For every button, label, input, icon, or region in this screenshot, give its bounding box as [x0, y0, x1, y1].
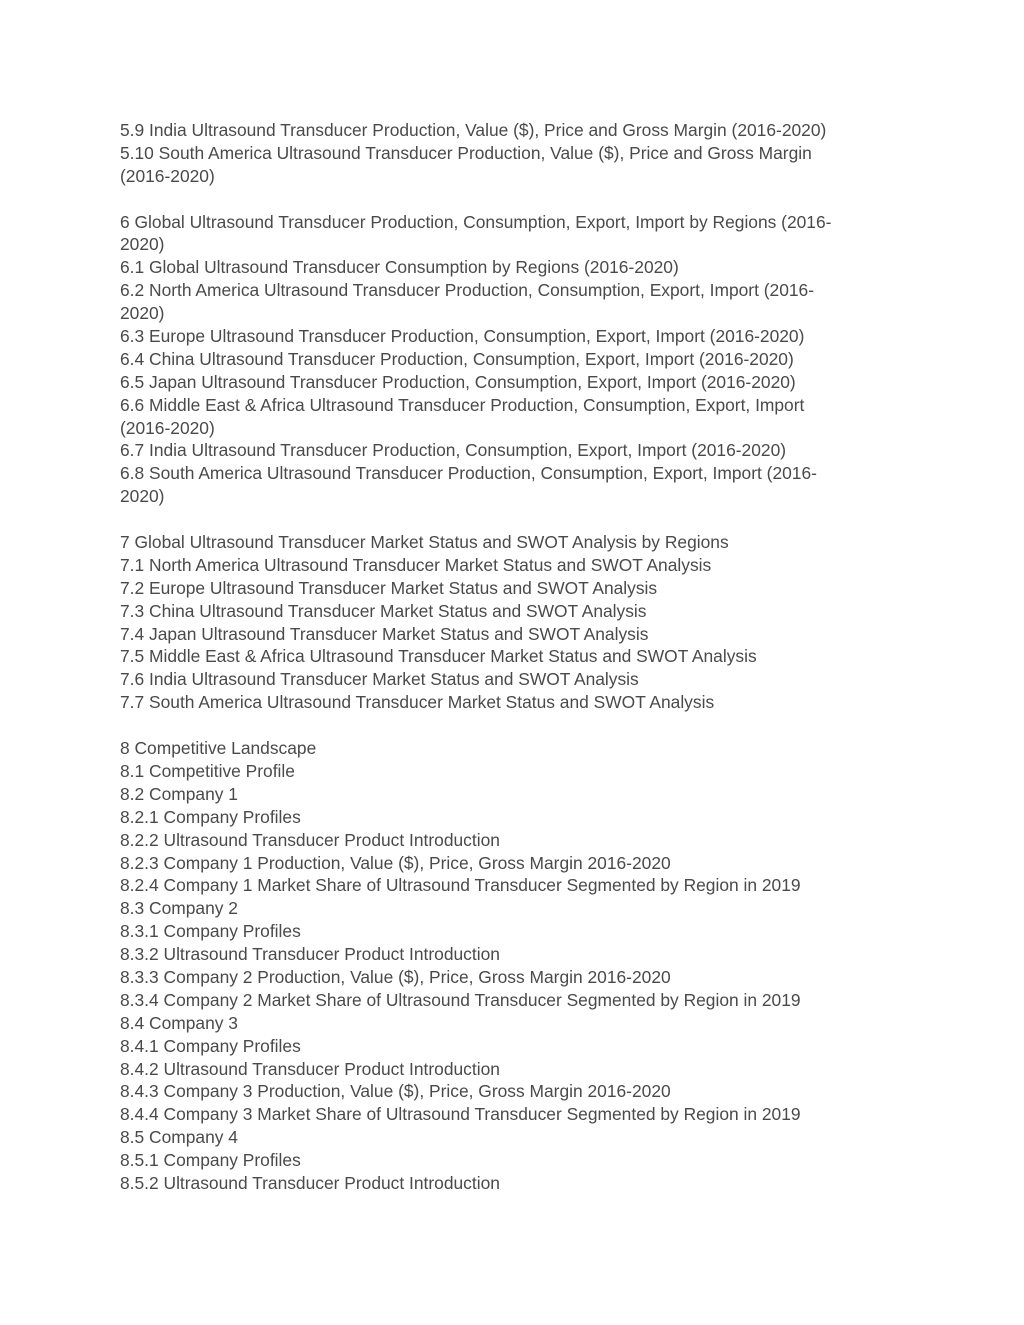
toc-line: 7.3 China Ultrasound Transducer Market Status and SWOT Analysis: [120, 600, 647, 621]
toc-line: 6 Global Ultrasound Transducer Production, Consumption, Export, Import by Regions (2016-: [120, 211, 832, 232]
toc-section-5-tail: [120, 119, 890, 188]
toc-line: 8.4.3 Company 3 Production, Value ($), Price, Gross Margin 2016-2020: [120, 1081, 671, 1102]
toc-line: 7.5 Middle East & Africa Ultrasound Transducer Market Status and SWOT Analysis: [120, 646, 757, 667]
toc-line: 5.10 South America Ultrasound Transducer Production, Value ($), Price and Gross Margin: [120, 142, 812, 163]
toc-line: 8.2.2 Ultrasound Transducer Product Introduction: [120, 829, 500, 850]
toc-line: 8.4 Company 3: [120, 1012, 238, 1033]
section-gap: [120, 714, 890, 737]
toc-section-7: [120, 531, 890, 714]
toc-line: 7.6 India Ultrasound Transducer Market Status and SWOT Analysis: [120, 669, 639, 690]
toc-line: 7.4 Japan Ultrasound Transducer Market Status and SWOT Analysis: [120, 623, 649, 644]
toc-section-6: [120, 211, 890, 509]
toc-line: 7.1 North America Ultrasound Transducer Market Status and SWOT Analysis: [120, 554, 712, 575]
toc-line: 8.5.1 Company Profiles: [120, 1150, 301, 1171]
toc-line: 6.5 Japan Ultrasound Transducer Production, Consumption, Export, Import (2016-2020): [120, 371, 796, 392]
toc-line: 8 Competitive Landscape: [120, 738, 317, 759]
toc-line: 2020): [120, 234, 165, 255]
toc-line: 6.6 Middle East & Africa Ultrasound Transducer Production, Consumption, Export, Import: [120, 394, 805, 415]
toc-line: 7 Global Ultrasound Transducer Market Status and SWOT Analysis by Regions: [120, 532, 729, 553]
toc-section-8: [120, 737, 890, 1195]
toc-line: 2020): [120, 486, 165, 507]
toc-line: 8.2.4 Company 1 Market Share of Ultrasound Transducer Segmented by Region in 2019: [120, 875, 801, 896]
toc-line: 7.2 Europe Ultrasound Transducer Market Status and SWOT Analysis: [120, 577, 658, 598]
toc-line: 8.2.1 Company Profiles: [120, 806, 301, 827]
toc-line: 8.2.3 Company 1 Production, Value ($), Price, Gross Margin 2016-2020: [120, 852, 671, 873]
toc-line: (2016-2020): [120, 165, 215, 186]
toc-line: 6.3 Europe Ultrasound Transducer Production, Consumption, Export, Import (2016-2020): [120, 326, 805, 347]
toc-line: 6.4 China Ultrasound Transducer Production, Consumption, Export, Import (2016-2020): [120, 348, 794, 369]
toc-line: 6.2 North America Ultrasound Transducer Production, Consumption, Export, Import (2016-: [120, 280, 815, 301]
toc-line: (2016-2020): [120, 417, 215, 438]
section-gap: [120, 188, 890, 211]
document-page: [120, 119, 890, 1195]
toc-line: 8.4.1 Company Profiles: [120, 1035, 301, 1056]
toc-line: 7.7 South America Ultrasound Transducer Market Status and SWOT Analysis: [120, 692, 715, 713]
toc-line: 8.5.2 Ultrasound Transducer Product Introduction: [120, 1172, 500, 1193]
section-gap: [120, 508, 890, 531]
toc-line: 8.3.4 Company 2 Market Share of Ultrasound Transducer Segmented by Region in 2019: [120, 989, 801, 1010]
toc-line: 6.1 Global Ultrasound Transducer Consumption by Regions (2016-2020): [120, 257, 679, 278]
toc-line: 5.9 India Ultrasound Transducer Production, Value ($), Price and Gross Margin (2016-2020): [120, 120, 827, 140]
toc-line: 2020): [120, 303, 165, 324]
toc-line: 8.3.3 Company 2 Production, Value ($), Price, Gross Margin 2016-2020: [120, 966, 671, 987]
toc-line: 8.5 Company 4: [120, 1127, 238, 1148]
toc-line: 8.3.1 Company Profiles: [120, 921, 301, 942]
toc-line: 6.7 India Ultrasound Transducer Production, Consumption, Export, Import (2016-2020): [120, 440, 787, 461]
toc-line: 8.3.2 Ultrasound Transducer Product Introduction: [120, 944, 500, 965]
toc-line: 8.4.2 Ultrasound Transducer Product Introduction: [120, 1058, 500, 1079]
toc-line: 6.8 South America Ultrasound Transducer Production, Consumption, Export, Import (2016-: [120, 463, 817, 484]
toc-line: 8.4.4 Company 3 Market Share of Ultrasound Transducer Segmented by Region in 2019: [120, 1104, 801, 1125]
toc-line: 8.3 Company 2: [120, 898, 238, 919]
toc-line: 8.1 Competitive Profile: [120, 760, 295, 781]
toc-line: 8.2 Company 1: [120, 783, 238, 804]
